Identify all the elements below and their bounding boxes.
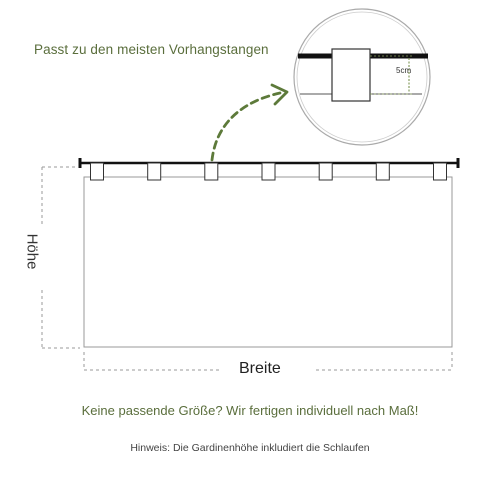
curtain-loop <box>376 163 389 180</box>
height-label: Höhe <box>23 233 41 270</box>
loop-height-label: 5cm <box>396 66 412 75</box>
curtain-loop <box>205 163 218 180</box>
width-label: Breite <box>239 360 281 377</box>
custom-size-caption: Keine passende Größe? Wir fertigen individuell nach Maß! <box>81 403 419 418</box>
height-dimension <box>42 167 80 348</box>
curtain-loop <box>434 163 447 180</box>
zoom-inset <box>294 9 430 145</box>
rod-compatibility-caption: Passt zu den meisten Vorhangstangen <box>34 42 269 57</box>
curtain-loop <box>91 163 104 180</box>
curved-arrow <box>212 93 280 160</box>
curtain-loop <box>319 163 332 180</box>
curtain-panel <box>84 177 452 347</box>
loop-hint-caption: Hinweis: Die Gardinenhöhe inkludiert die Schlaufen <box>130 442 370 454</box>
curtain-loop <box>148 163 161 180</box>
curtain-loop <box>262 163 275 180</box>
zoom-loop <box>332 49 370 101</box>
